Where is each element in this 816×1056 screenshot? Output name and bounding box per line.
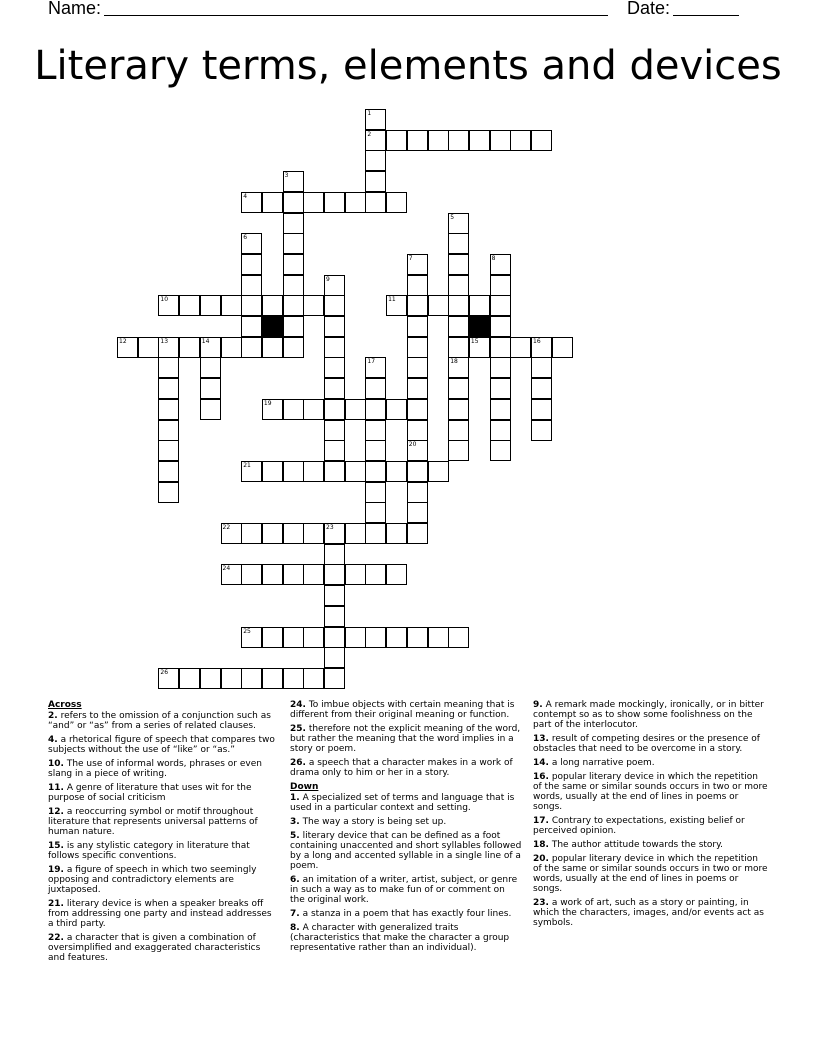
grid-cell[interactable] xyxy=(365,109,386,130)
clue-number: 8 xyxy=(491,254,496,262)
across-clue xyxy=(290,700,522,720)
grid-cell[interactable] xyxy=(365,192,386,213)
grid-cell[interactable] xyxy=(490,130,511,151)
clue-text: literary device is when a speaker breaks off from addressing one party and instead addresses a third party. xyxy=(48,899,272,929)
grid-cell[interactable] xyxy=(365,420,386,441)
clue-text: literary device that can be defined as a foot containing unaccented and short syllables followed by a long and accented syllable in a single line of a poem. xyxy=(290,831,522,871)
grid-cell[interactable] xyxy=(490,420,511,441)
across-clue xyxy=(290,758,522,778)
grid-cell[interactable] xyxy=(407,523,428,544)
grid-cell[interactable] xyxy=(303,668,324,689)
clue-number-label: 1. xyxy=(290,793,300,803)
grid-cell[interactable] xyxy=(179,337,200,358)
grid-cell[interactable] xyxy=(365,130,386,151)
grid-cell[interactable] xyxy=(345,461,366,482)
grid-cell[interactable] xyxy=(365,523,386,544)
clue-number-label: 14. xyxy=(533,758,549,768)
grid-cell[interactable] xyxy=(552,337,573,358)
down-clue xyxy=(290,817,522,827)
grid-cell[interactable] xyxy=(283,461,304,482)
grid-cell[interactable] xyxy=(386,627,407,648)
grid-cell[interactable] xyxy=(221,668,242,689)
grid-cell[interactable] xyxy=(138,337,159,358)
grid-cell[interactable] xyxy=(365,357,386,378)
grid-cell[interactable] xyxy=(262,461,283,482)
clue-number: 4 xyxy=(243,192,248,200)
blocked-cell xyxy=(262,316,283,337)
grid-cell[interactable] xyxy=(241,254,262,275)
grid-cell[interactable] xyxy=(531,130,552,151)
grid-cell[interactable] xyxy=(303,399,324,420)
grid-cell[interactable] xyxy=(324,378,345,399)
clue-text: therefore not the explicit meaning of the word, but rather the meaning that the word implies in a story or poem. xyxy=(290,724,521,754)
grid-cell[interactable] xyxy=(200,378,221,399)
clue-number: 26 xyxy=(160,668,169,676)
grid-cell[interactable] xyxy=(262,627,283,648)
clue-number-label: 7. xyxy=(290,909,300,919)
grid-cell[interactable] xyxy=(386,461,407,482)
grid-cell[interactable] xyxy=(179,668,200,689)
down-clue xyxy=(290,875,522,905)
grid-cell[interactable] xyxy=(448,254,469,275)
down-clue xyxy=(533,772,769,812)
across-clue xyxy=(48,783,276,803)
grid-cell[interactable] xyxy=(158,420,179,441)
grid-cell[interactable] xyxy=(510,337,531,358)
grid-cell[interactable] xyxy=(469,130,490,151)
clue-number-label: 8. xyxy=(290,923,300,933)
clue-number: 5 xyxy=(450,213,455,221)
grid-cell[interactable] xyxy=(283,254,304,275)
grid-cell[interactable] xyxy=(303,627,324,648)
grid-cell[interactable] xyxy=(283,233,304,254)
grid-cell[interactable] xyxy=(262,337,283,358)
grid-cell[interactable] xyxy=(283,523,304,544)
clue-number-label: 2. xyxy=(48,711,58,721)
clue-number: 11 xyxy=(388,296,396,304)
grid-cell[interactable] xyxy=(221,337,242,358)
grid-cell[interactable] xyxy=(324,295,345,316)
clue-number-label: 26. xyxy=(290,758,306,768)
clue-text: a character that is given a combination of oversimplified and exaggerated characteristics and features. xyxy=(48,933,261,963)
clue-number-label: 20. xyxy=(533,854,549,864)
grid-cell[interactable] xyxy=(158,295,179,316)
clue-number-label: 15. xyxy=(48,841,64,851)
across-clue xyxy=(48,711,276,731)
grid-cell[interactable] xyxy=(531,399,552,420)
grid-cell[interactable] xyxy=(428,627,449,648)
grid-cell[interactable] xyxy=(200,295,221,316)
across-clue xyxy=(48,841,276,861)
grid-cell[interactable] xyxy=(448,420,469,441)
grid-cell[interactable] xyxy=(365,482,386,503)
across-clue xyxy=(290,724,522,754)
grid-cell[interactable] xyxy=(283,399,304,420)
grid-cell[interactable] xyxy=(262,295,283,316)
grid-cell[interactable] xyxy=(158,440,179,461)
clue-number: 22 xyxy=(222,524,231,531)
grid-cell[interactable] xyxy=(221,523,242,544)
clue-number: 18 xyxy=(450,358,458,366)
grid-cell[interactable] xyxy=(262,192,283,213)
clue-text: A genre of literature that uses wit for the purpose of social criticism xyxy=(48,783,252,803)
grid-cell[interactable] xyxy=(490,399,511,420)
clue-number: 9 xyxy=(326,275,330,283)
grid-cell[interactable] xyxy=(303,564,324,585)
grid-cell[interactable] xyxy=(345,523,366,544)
clue-number: 10 xyxy=(160,296,169,304)
down-clue xyxy=(533,854,769,894)
grid-cell[interactable] xyxy=(365,564,386,585)
across-clue xyxy=(48,807,276,837)
grid-cell[interactable] xyxy=(324,585,345,606)
grid-cell[interactable] xyxy=(386,130,407,151)
grid-cell[interactable] xyxy=(386,192,407,213)
grid-cell[interactable] xyxy=(448,233,469,254)
clue-number: 21 xyxy=(243,461,251,469)
grid-cell[interactable] xyxy=(283,171,304,192)
clue-text: The use of informal words, phrases or even slang in a piece of writing. xyxy=(48,759,262,779)
down-clue xyxy=(533,816,769,836)
grid-cell[interactable] xyxy=(324,420,345,441)
grid-cell[interactable] xyxy=(158,482,179,503)
grid-cell[interactable] xyxy=(324,647,345,668)
grid-cell[interactable] xyxy=(303,523,324,544)
grid-cell[interactable] xyxy=(407,254,428,275)
clue-text: popular literary device in which the repetition of the same or similar sounds occurs in two or more words, usually at the end of lines in poems or songs. xyxy=(533,772,768,812)
down-clue xyxy=(290,923,522,953)
clue-number-label: 4. xyxy=(48,735,58,745)
down-clue xyxy=(290,831,522,871)
grid-cell[interactable] xyxy=(428,295,449,316)
clue-number-label: 25. xyxy=(290,724,306,734)
clue-number: 1 xyxy=(367,110,372,117)
grid-cell[interactable] xyxy=(158,337,179,358)
grid-cell[interactable] xyxy=(283,213,304,234)
clue-text: a work of art, such as a story or painting, in which the characters, images, and/or events act as symbols. xyxy=(533,898,764,928)
grid-cell[interactable] xyxy=(345,564,366,585)
grid-cell[interactable] xyxy=(365,399,386,420)
down-clue xyxy=(533,734,769,754)
grid-cell[interactable] xyxy=(407,316,428,337)
grid-cell[interactable] xyxy=(200,399,221,420)
grid-cell[interactable] xyxy=(490,337,511,358)
grid-cell[interactable] xyxy=(158,668,179,689)
grid-cell[interactable] xyxy=(179,295,200,316)
grid-cell[interactable] xyxy=(324,461,345,482)
clue-number: 19 xyxy=(263,399,272,407)
clue-column-1 xyxy=(48,700,276,967)
grid-cell[interactable] xyxy=(407,399,428,420)
grid-cell[interactable] xyxy=(200,337,221,358)
grid-cell[interactable] xyxy=(448,357,469,378)
clue-number: 23 xyxy=(326,524,334,531)
clue-column-3 xyxy=(533,700,769,932)
grid-cell[interactable] xyxy=(241,461,262,482)
across-clue xyxy=(48,735,276,755)
clue-text: result of competing desires or the presence of obstacles that need to be overcome in a story. xyxy=(533,734,760,754)
grid-cell[interactable] xyxy=(448,337,469,358)
grid-cell[interactable] xyxy=(283,337,304,358)
grid-cell[interactable] xyxy=(407,357,428,378)
across-heading: Across xyxy=(48,700,82,710)
down-clue xyxy=(533,840,769,850)
clue-text: a figure of speech in which two seemingly opposing and contradictory elements are juxtaposed. xyxy=(48,865,257,895)
grid-cell[interactable] xyxy=(407,461,428,482)
clue-number: 17 xyxy=(367,358,376,366)
grid-cell[interactable] xyxy=(324,337,345,358)
clue-text: The author attitude towards the story. xyxy=(551,840,724,850)
grid-cell[interactable] xyxy=(490,254,511,275)
grid-cell[interactable] xyxy=(324,275,345,296)
grid-cell[interactable] xyxy=(365,171,386,192)
grid-cell[interactable] xyxy=(448,213,469,234)
clue-number-label: 13. xyxy=(533,734,549,744)
clue-number: 16 xyxy=(533,337,541,345)
clue-text: Contrary to expectations, existing belief or perceived opinion. xyxy=(533,816,745,836)
grid-cell[interactable] xyxy=(448,440,469,461)
blocked-cell xyxy=(469,316,490,337)
grid-cell[interactable] xyxy=(324,668,345,689)
grid-cell[interactable] xyxy=(386,295,407,316)
grid-cell[interactable] xyxy=(386,523,407,544)
grid-cell[interactable] xyxy=(221,295,242,316)
clue-number-label: 11. xyxy=(48,783,64,793)
down-heading: Down xyxy=(290,782,319,792)
down-clue xyxy=(533,758,769,768)
grid-cell[interactable] xyxy=(324,627,345,648)
clue-text: To imbue objects with certain meaning that is different from their original meaning or function. xyxy=(290,700,515,720)
grid-cell[interactable] xyxy=(531,337,552,358)
clue-number: 12 xyxy=(119,337,127,345)
grid-cell[interactable] xyxy=(365,502,386,523)
clue-number-label: 6. xyxy=(290,875,300,885)
grid-cell[interactable] xyxy=(324,316,345,337)
grid-cell[interactable] xyxy=(241,275,262,296)
clue-number: 6 xyxy=(243,234,248,242)
grid-cell[interactable] xyxy=(241,316,262,337)
grid-cell[interactable] xyxy=(428,461,449,482)
grid-cell[interactable] xyxy=(407,440,428,461)
clue-text: a stanza in a poem that has exactly four lines. xyxy=(302,909,512,919)
grid-cell[interactable] xyxy=(324,564,345,585)
clue-text: a long narrative poem. xyxy=(551,758,655,768)
grid-cell[interactable] xyxy=(158,378,179,399)
grid-cell[interactable] xyxy=(490,378,511,399)
clue-number-label: 16. xyxy=(533,772,549,782)
down-clue xyxy=(533,700,769,730)
clue-number-label: 22. xyxy=(48,933,64,943)
grid-cell[interactable] xyxy=(241,668,262,689)
grid-cell[interactable] xyxy=(490,357,511,378)
clue-text: refers to the omission of a conjunction such as “and” or “as” from a series of related clauses. xyxy=(48,711,271,731)
grid-cell[interactable] xyxy=(365,378,386,399)
grid-cell[interactable] xyxy=(490,440,511,461)
grid-cell[interactable] xyxy=(490,275,511,296)
clue-number: 2 xyxy=(367,130,372,138)
clue-number: 24 xyxy=(222,565,231,573)
clue-number-label: 5. xyxy=(290,831,300,841)
grid-cell[interactable] xyxy=(200,357,221,378)
grid-cell[interactable] xyxy=(407,378,428,399)
down-clue xyxy=(533,898,769,928)
clue-text: a rhetorical figure of speech that compares two subjects without the use of “like” or “as.” xyxy=(48,735,275,755)
grid-cell[interactable] xyxy=(448,399,469,420)
across-clue xyxy=(48,899,276,929)
grid-cell[interactable] xyxy=(241,564,262,585)
grid-cell[interactable] xyxy=(469,295,490,316)
grid-cell[interactable] xyxy=(241,337,262,358)
grid-cell[interactable] xyxy=(365,627,386,648)
down-clue xyxy=(290,793,522,813)
clue-text: A specialized set of terms and language that is used in a particular context and setting. xyxy=(290,793,515,813)
grid-cell[interactable] xyxy=(407,482,428,503)
grid-cell[interactable] xyxy=(158,399,179,420)
grid-cell[interactable] xyxy=(241,627,262,648)
clue-text: an imitation of a writer, artist, subject, or genre in such a way as to make fun of or comment on the original work. xyxy=(290,875,518,905)
clue-number-label: 10. xyxy=(48,759,64,769)
grid-cell[interactable] xyxy=(490,316,511,337)
clue-number: 20 xyxy=(408,441,417,449)
grid-cell[interactable] xyxy=(262,523,283,544)
clue-number-label: 12. xyxy=(48,807,64,817)
clue-text: popular literary device in which the repetition of the same or similar sounds occurs in two or more words, usually at the end of lines in poems or songs. xyxy=(533,854,768,894)
grid-cell[interactable] xyxy=(428,130,449,151)
grid-cell[interactable] xyxy=(407,295,428,316)
grid-cell[interactable] xyxy=(241,192,262,213)
grid-cell[interactable] xyxy=(448,627,469,648)
grid-cell[interactable] xyxy=(324,606,345,627)
grid-cell[interactable] xyxy=(283,627,304,648)
across-clue xyxy=(48,933,276,963)
clue-number-label: 24. xyxy=(290,700,306,710)
grid-cell[interactable] xyxy=(510,130,531,151)
clue-number-label: 23. xyxy=(533,898,549,908)
clue-text: a reoccurring symbol or motif throughout literature that represents universal patterns of human nature. xyxy=(48,807,258,837)
grid-cell[interactable] xyxy=(365,440,386,461)
clue-number: 7 xyxy=(408,254,413,262)
clue-number: 13 xyxy=(160,337,169,345)
grid-cell[interactable] xyxy=(365,150,386,171)
grid-cell[interactable] xyxy=(283,275,304,296)
grid-cell[interactable] xyxy=(324,523,345,544)
grid-cell[interactable] xyxy=(448,295,469,316)
grid-cell[interactable] xyxy=(283,316,304,337)
across-clue xyxy=(48,865,276,895)
across-clue xyxy=(48,759,276,779)
grid-cell[interactable] xyxy=(241,523,262,544)
grid-cell[interactable] xyxy=(407,502,428,523)
grid-cell[interactable] xyxy=(469,337,490,358)
grid-cell[interactable] xyxy=(241,295,262,316)
clue-number-label: 19. xyxy=(48,865,64,875)
grid-cell[interactable] xyxy=(283,564,304,585)
grid-cell[interactable] xyxy=(324,399,345,420)
grid-cell[interactable] xyxy=(283,192,304,213)
clue-text: is any stylistic category in literature that follows specific conventions. xyxy=(48,841,250,861)
grid-cell[interactable] xyxy=(241,233,262,254)
grid-cell[interactable] xyxy=(407,130,428,151)
grid-cell[interactable] xyxy=(345,192,366,213)
clue-number-label: 9. xyxy=(533,700,543,710)
grid-cell[interactable] xyxy=(448,130,469,151)
grid-cell[interactable] xyxy=(324,440,345,461)
clue-number-label: 21. xyxy=(48,899,64,909)
clue-text: The way a story is being set up. xyxy=(302,817,447,827)
grid-cell[interactable] xyxy=(345,627,366,648)
grid-cell[interactable] xyxy=(324,192,345,213)
name-label: Name: xyxy=(48,0,102,18)
grid-cell[interactable] xyxy=(386,399,407,420)
grid-cell[interactable] xyxy=(407,337,428,358)
grid-cell[interactable] xyxy=(531,378,552,399)
clue-column-2 xyxy=(290,700,522,957)
grid-cell[interactable] xyxy=(448,316,469,337)
grid-cell[interactable] xyxy=(490,295,511,316)
clue-text: A remark made mockingly, ironically, or in bitter contempt so as to show some foolishness on the part of the interlocutor. xyxy=(533,700,764,730)
grid-cell[interactable] xyxy=(448,378,469,399)
grid-cell[interactable] xyxy=(407,627,428,648)
clue-number: 3 xyxy=(284,172,289,180)
page-title: Literary terms, elements and devices xyxy=(34,43,782,89)
clue-number-label: 17. xyxy=(533,816,549,826)
grid-cell[interactable] xyxy=(283,668,304,689)
grid-cell[interactable] xyxy=(407,420,428,441)
grid-cell[interactable] xyxy=(448,275,469,296)
clue-number-label: 18. xyxy=(533,840,549,850)
clue-number-label: 3. xyxy=(290,817,300,827)
clue-number: 25 xyxy=(243,627,251,635)
clue-number: 14 xyxy=(201,337,210,345)
clue-number: 15 xyxy=(470,337,479,345)
grid-cell[interactable] xyxy=(324,357,345,378)
grid-cell[interactable] xyxy=(262,668,283,689)
grid-cell[interactable] xyxy=(303,461,324,482)
grid-cell[interactable] xyxy=(303,295,324,316)
grid-cell[interactable] xyxy=(283,295,304,316)
down-clue xyxy=(290,909,522,919)
grid-cell[interactable] xyxy=(386,564,407,585)
clue-text: a speech that a character makes in a work of drama only to him or her in a story. xyxy=(290,758,513,778)
grid-cell[interactable] xyxy=(407,275,428,296)
grid-cell[interactable] xyxy=(158,357,179,378)
grid-cell[interactable] xyxy=(324,544,345,565)
grid-cell[interactable] xyxy=(531,420,552,441)
date-label: Date: xyxy=(627,0,671,18)
grid-cell[interactable] xyxy=(200,668,221,689)
clue-text: A character with generalized traits (characteristics that make the character a group representative rather than an individual). xyxy=(290,923,510,953)
grid-cell[interactable] xyxy=(117,337,138,358)
grid-cell[interactable] xyxy=(345,399,366,420)
grid-cell[interactable] xyxy=(365,461,386,482)
grid-cell[interactable] xyxy=(158,461,179,482)
grid-cell[interactable] xyxy=(531,357,552,378)
grid-cell[interactable] xyxy=(262,399,283,420)
grid-cell[interactable] xyxy=(262,564,283,585)
grid-cell[interactable] xyxy=(221,564,242,585)
grid-cell[interactable] xyxy=(303,192,324,213)
